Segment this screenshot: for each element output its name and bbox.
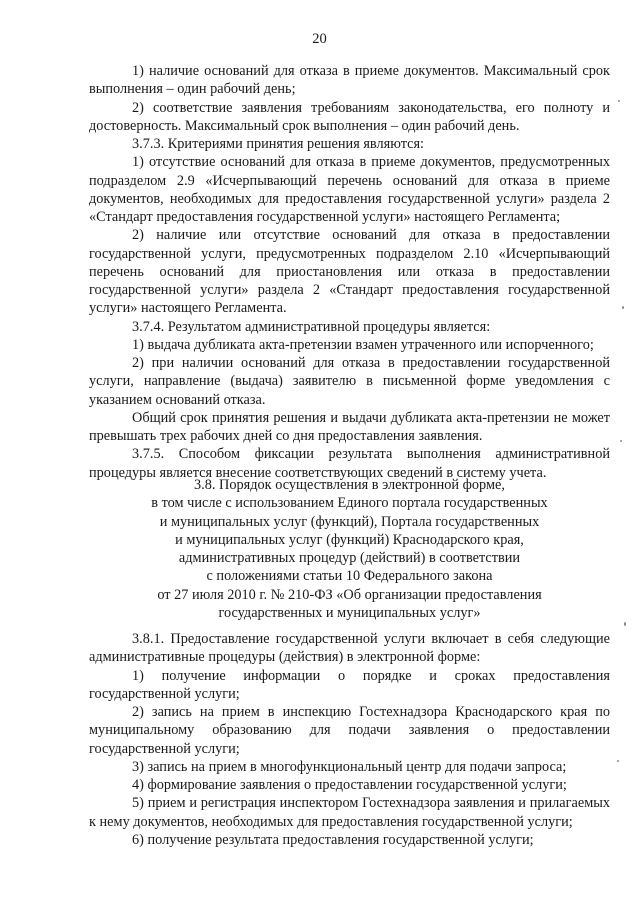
heading-line: 3.8. Порядок осуществления в электронной форме, [194,477,505,493]
paragraph: Общий срок принятия решения и выдачи дубликата акта-претензии не может превышать трех рабочих дней со дня предоставления заявления. [89,409,610,444]
heading-line: и муниципальных услуг (функций) Краснодарского края, [175,531,524,548]
paragraph: 3.7.5. Способом фиксации результата выполнения административной процедуры является внесение соответствующих сведений в систему учета. [89,446,610,481]
heading-line: государственных и муниципальных услуг» [218,604,481,621]
paragraph: 3.7.4. Результатом административной процедуры является: [132,318,491,335]
heading-line: с положениями статьи 10 Федерального закона [206,568,493,585]
paragraph: 3) запись на прием в многофункциональный центр для подачи запроса; [132,758,567,775]
paragraph: 2) запись на прием в инспекцию Гостехнадзора Краснодарского края по муниципальному образованию для подачи заявления о предоставлении государственной услуги; [89,704,610,757]
paragraph: 3.7.3. Критериями принятия решения являются: [132,136,425,152]
paragraph: 1) отсутствие оснований для отказа в приеме документов, предусмотренных подразделом 2.9 «Исчерпывающий перечень оснований для отказа в приеме документов, необходимых для предоставления государственной услуги» раздела 2 «Стандарт предоставления государственной услуги» настоящего Регламента; [89,154,610,225]
section-heading [89,476,610,622]
paragraph: 2) наличие или отсутствие оснований для отказа в предоставлении государственной услуги, предусмотренных подразделом 2.10 «Исчерпывающий перечень оснований для приостановления или отказа в предоставлении государственной услуги» раздела 2 «Стандарт предоставления государственной услуги» настоящего Регламента. [89,227,610,317]
paragraph: 1) получение информации о порядке и сроках предоставления государственной услуги; [89,667,610,702]
heading-line: и муниципальных услуг (функций), Портала государственных [159,513,540,530]
paragraph: 4) формирование заявления о предоставлении государственной услуги; [132,777,567,793]
heading-line: административных процедур (действий) в соответствии [178,550,521,566]
heading-line: от 27 июля 2010 г. № 210-ФЗ «Об организации предоставления [157,586,542,603]
paragraph: 2) при наличии оснований для отказа в предоставлении государственной услуги, направление (выдача) заявителю в письменной форме уведомления с указанием оснований отказа. [89,355,610,408]
body-bottom [89,630,610,849]
paragraph: 6) получение результата предоставления государственной услуги; [132,831,534,848]
paragraph: 1) наличие оснований для отказа в приеме документов. Максимальный срок выполнения – один рабочий день; [89,63,610,98]
body-top [89,62,610,482]
paragraph: 1) выдача дубликата акта-претензии взамен утраченного или испорченного; [132,336,594,353]
paragraph: 3.8.1. Предоставление государственной услуги включает в себя следующие административные процедуры (действия) в электронной форме: [89,631,610,666]
heading-line: в том числе с использованием Единого портала государственных [151,495,548,512]
paragraph: 5) прием и регистрация инспектором Гостехнадзора заявления и прилагаемых к нему документов, необходимых для предоставления государственной услуги; [89,795,610,830]
paragraph: 2) соответствие заявления требованиям законодательства, его полноту и достоверность. Максимальный срок выполнения – один рабочий день. [89,99,610,134]
page-number: 20 [312,31,327,47]
